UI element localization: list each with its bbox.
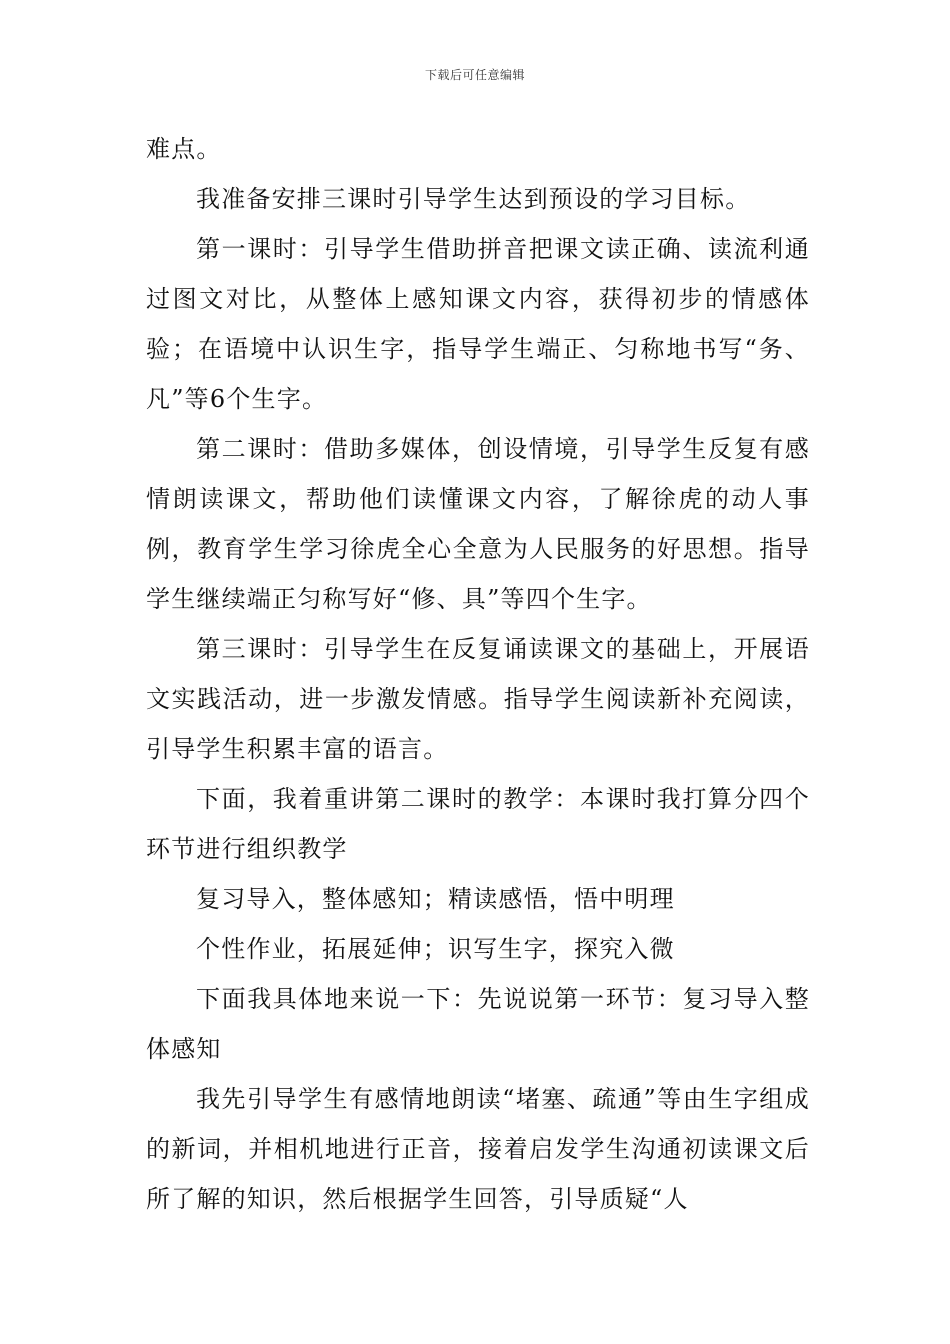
paragraph-steps-one: 复习导入，整体感知；精读感悟，悟中明理 [196, 885, 675, 913]
document-body [146, 124, 810, 1224]
paragraph-focus: 下面，我着重讲第二课时的教学：本课时我打算分四个环节进行组织教学 [146, 785, 810, 863]
paragraph-steps-two: 个性作业，拓展延伸；识写生字，探究入微 [196, 935, 675, 963]
paragraph-plan: 我准备安排三课时引导学生达到预设的学习目标。 [196, 185, 751, 213]
page-header: 下载后可任意编辑 [424, 68, 525, 82]
paragraph-lesson-three: 第三课时：引导学生在反复诵读课文的基础上，开展语文实践活动，进一步激发情感。指导学生阅读新补充阅读，引导学生积累丰富的语言。 [146, 635, 810, 763]
paragraph-lesson-one: 第一课时：引导学生借助拼音把课文读正确、读流利通过图文对比，从整体上感知课文内容，获得初步的情感体验；在语境中认识生字，指导学生端正、匀称地书写“务、凡”等6个生字。 [146, 235, 810, 413]
paragraph-detail-intro: 下面我具体地来说一下：先说说第一环节：复习导入整体感知 [146, 985, 810, 1063]
paragraph-continuation: 难点。 [146, 135, 222, 163]
paragraph-lesson-two: 第二课时：借助多媒体，创设情境，引导学生反复有感情朗读课文，帮助他们读懂课文内容，了解徐虎的动人事例，教育学生学习徐虎全心全意为人民服务的好思想。指导学生继续端正匀称写好“修、具”等四个生字。 [146, 435, 810, 613]
paragraph-detail-body: 我先引导学生有感情地朗读“堵塞、疏通”等由生字组成的新词，并相机地进行正音，接着启发学生沟通初读课文后所了解的知识，然后根据学生回答，引导质疑“人 [146, 1085, 810, 1213]
